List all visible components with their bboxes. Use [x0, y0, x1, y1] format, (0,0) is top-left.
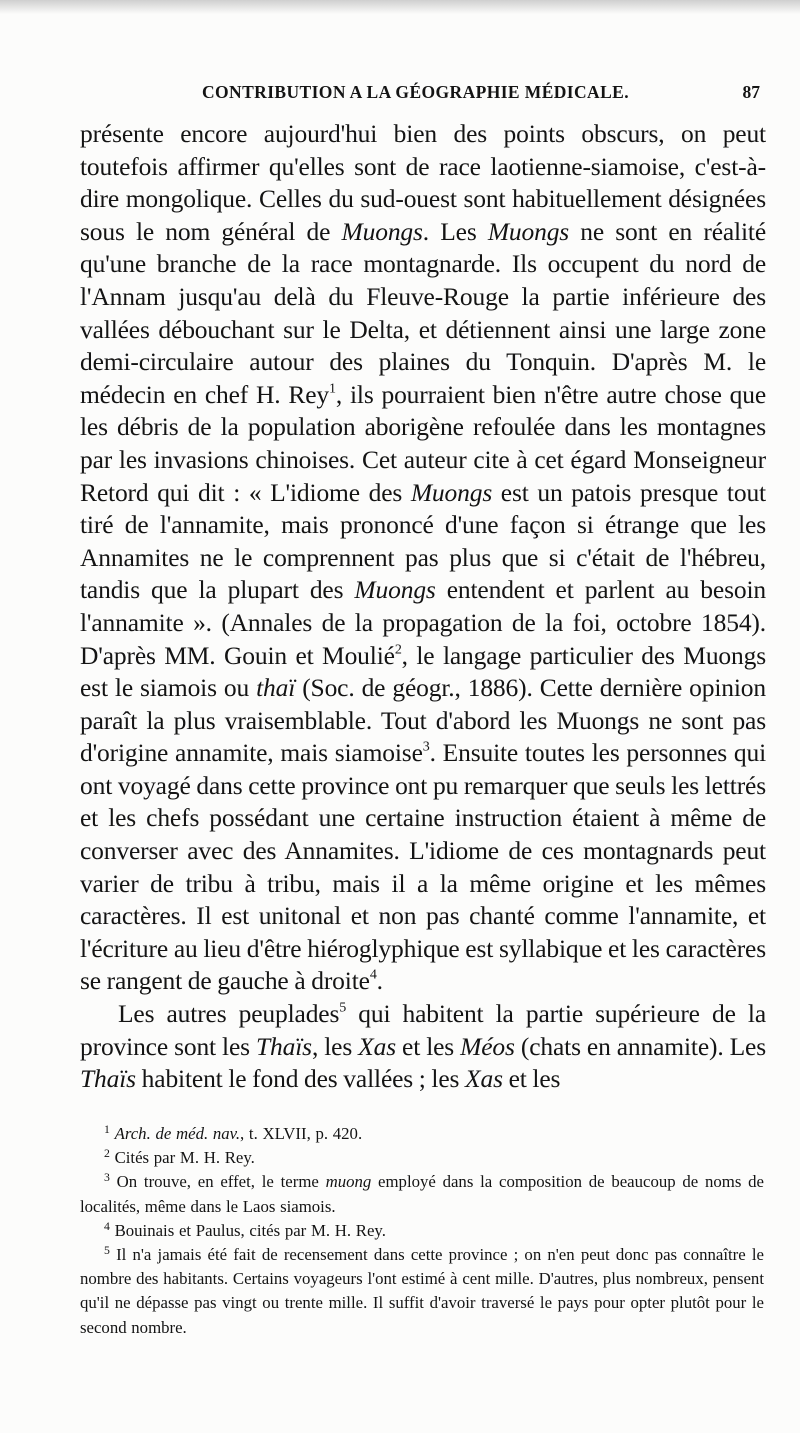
text-run: . Ensuite toutes les personnes qui ont voyagé dans cette province ont pu remarquer que seuls les lettrés et les chefs possédant une certaine instruction étaient à même de converser avec des Annamites. L'idiome de ces montagnards peut varier de tribu à tribu, mais il a la même origine et les mêmes caractères. Il est unitonal et non pas chanté comme l'annamite, et l'écriture au lieu d'être hiéroglyphique est syllabique et les caractères se rangent de gauche à droite [80, 738, 767, 996]
italic-text: Arch. de méd. nav. [114, 1124, 241, 1143]
text-run: Les autres peuplades [118, 999, 340, 1029]
text-run: entendent et parlent au besoin l'annamite ». (Annales de la propagation de la foi, octobre 1854). D'après MM. Gouin et Moulié [80, 575, 766, 670]
italic-text: Thaïs [80, 1064, 136, 1094]
italic-text: Muongs [410, 477, 493, 507]
footnote-number: 4 [104, 1219, 110, 1233]
italic-text: Thaïs [255, 1031, 312, 1061]
footnote-reference: 5 [339, 1000, 347, 1016]
text-run: Cités par M. H. Rey. [114, 1148, 255, 1168]
text-run: Bouinais et Paulus, cités par M. H. Rey. [114, 1220, 386, 1240]
footnote-number: 1 [104, 1123, 110, 1137]
text-run: qui habitent la partie supérieure de la province sont les [80, 999, 767, 1061]
text-run: , t. XLVII, p. 420. [240, 1124, 363, 1143]
footnote [80, 1122, 764, 1146]
text-run: . [376, 966, 383, 996]
text-run: . Les [422, 216, 488, 246]
page-top-shadow [0, 0, 800, 14]
italic-text: Muongs [354, 575, 436, 605]
footnotes [80, 1122, 764, 1340]
footnote-reference: 2 [394, 641, 402, 657]
text-run: , le langage particulier des Muongs est le siamois ou [80, 640, 766, 703]
italic-text: Méos [460, 1031, 515, 1061]
footnote-number: 3 [104, 1171, 110, 1185]
text-run: ne sont en réalité qu'une branche de la race montagnarde. Ils occupent du nord de l'Annam jusqu'au delà du Fleuve-Rouge la partie inférieure des vallées débouchant sur le Delta, et détiennent ainsi une large zone demi-circulaire autour des plaines du Tonquin. D'après M. le médecin en chef H. Rey [80, 216, 767, 409]
footnote [80, 1170, 764, 1218]
footnote-number: 5 [104, 1244, 110, 1258]
running-head [96, 80, 760, 106]
footnote [80, 1243, 764, 1340]
footnote [80, 1219, 764, 1243]
text-run: habitent le fond des vallées ; les [135, 1064, 466, 1094]
page-number: 87 [742, 82, 760, 102]
italic-text: Xas [358, 1031, 396, 1061]
text-run: On trouve, en effet, le terme [116, 1172, 326, 1192]
footnote-reference: 4 [369, 967, 377, 983]
italic-text: thaï [256, 673, 296, 703]
text-run: (Soc. de géogr., 1886). Cette dernière opinion paraît la plus vraisemblable. Tout d'abord les Muongs ne sont pas d'origine annamite, mais siamoise [80, 673, 766, 768]
footnote-reference: 1 [329, 381, 336, 397]
body-text [80, 118, 766, 1096]
text-run: , les [311, 1031, 359, 1061]
text-run: et les [502, 1064, 561, 1094]
italic-text: Muongs [487, 216, 570, 246]
text-run: est un patois presque tout tiré de l'annamite, mais prononcé d'une façon si étrange que les Annamites ne le comprennent pas plus que si c'était de l'hébreu, tandis que la plupart des [80, 477, 766, 605]
footnote-reference: 3 [422, 739, 430, 755]
text-run: (chats en annamite). Les [514, 1031, 766, 1061]
italic-text: Xas [465, 1064, 503, 1094]
text-run: , ils pourraient bien n'être autre chose que les débris de la population aborigène refoulée dans les montagnes par les invasions chinoises. Cet auteur cite à cet égard Monseigneur Retord qui dit : « L'idiome des [80, 379, 766, 507]
running-title: CONTRIBUTION A LA GÉOGRAPHIE MÉDICALE. [202, 82, 630, 102]
paragraph [80, 998, 766, 1096]
footnote-number: 2 [104, 1147, 110, 1161]
paragraph [80, 118, 766, 998]
footnote [80, 1146, 764, 1170]
text-run: et les [395, 1031, 461, 1061]
text-run: présente encore aujourd'hui bien des points obscurs, on peut toutefois affirmer qu'elles sont de race laotienne-siamoise, c'est-à-dire mongolique. Celles du sud-ouest sont habituellement désignées sous le nom général de [80, 119, 766, 246]
text-run: employé dans la composition de beaucoup de noms de localités, même dans le Laos siamois. [80, 1172, 764, 1216]
italic-text: Muongs [341, 216, 423, 246]
italic-text: muong [325, 1172, 372, 1192]
text-run: Il n'a jamais été fait de recensement dans cette province ; on n'en peut donc pas connaître le nombre des habitants. Certains voyageurs l'ont estimé à cent mille. D'autres, plus nombreux, pensent qu'il ne dépasse pas vingt ou trente mille. Il suffit d'avoir traversé le pays pour opter plutôt pour le second nombre. [80, 1245, 764, 1337]
